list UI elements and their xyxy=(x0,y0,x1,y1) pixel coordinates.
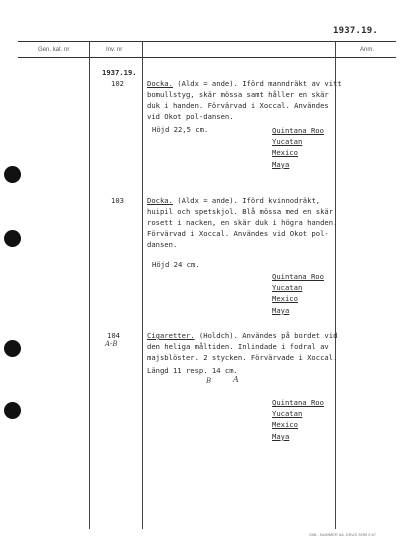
entry-103-line-3: rosett i nacken, en skär duk i högra handen. xyxy=(147,218,338,227)
punch-hole-3 xyxy=(4,340,21,357)
location-country: Mexico xyxy=(272,148,298,158)
location-people: Maya xyxy=(272,305,290,315)
entry-103-line-5: dansen. xyxy=(147,240,178,249)
inv-104-handwritten-note: A-B xyxy=(105,340,118,348)
entry-104-location xyxy=(272,397,324,442)
entry-104-title: Cigaretter. xyxy=(147,331,195,340)
header-top-rule xyxy=(18,41,396,42)
column-divider-2 xyxy=(142,41,143,529)
header-anm: Anm. xyxy=(360,47,375,53)
entry-102-line-2: bomullstyg, skär mössa samt håller en skär xyxy=(147,90,329,99)
inv-number-103: 103 xyxy=(111,196,124,205)
handwritten-mark-b: B xyxy=(206,377,212,385)
entry-103-title: Docka. xyxy=(147,196,173,205)
print-footer: GML. NUMMER 6A. KRUS 3399 9 67 xyxy=(308,532,376,537)
entry-102-dimensions: Höjd 22,5 cm. xyxy=(152,125,209,134)
location-state: Yucatan xyxy=(272,137,303,147)
column-divider-3 xyxy=(335,41,336,529)
entry-104-line-2: den heliga måltiden. Inlindade i fodral av xyxy=(147,342,329,351)
inv-number-104: 104 xyxy=(107,331,120,340)
location-region: Quintana Roo xyxy=(272,272,324,281)
header-bottom-rule xyxy=(18,57,396,58)
location-people: Maya xyxy=(272,159,290,169)
punch-hole-1 xyxy=(4,166,21,183)
entry-103-line-2: huipil och spetskjol. Blå mössa med en skär xyxy=(147,207,334,216)
location-state: Yucatan xyxy=(272,409,303,419)
entry-102-line-3: duk i handen. Förvärvad i Xoccal. Användes xyxy=(147,101,329,110)
entry-103-line-4: Förvärvad i Xoccal. Användes vid Okot pol- xyxy=(147,229,329,238)
entry-104-line-3: majsblöster. 2 stycken. Förvärvade i Xoccal. xyxy=(147,353,338,362)
location-region: Quintana Roo xyxy=(272,398,324,407)
header-inv-nr: Inv. nr xyxy=(106,47,123,53)
entry-102-location xyxy=(272,125,324,170)
column-divider-1 xyxy=(89,41,90,529)
location-region: Quintana Roo xyxy=(272,126,324,135)
entry-102-title: Docka. xyxy=(147,79,173,88)
punch-hole-4 xyxy=(4,402,21,419)
entry-103-dimensions: Höjd 24 cm. xyxy=(152,260,200,269)
entry-102-line-4: vid Okot pol-dansen. xyxy=(147,112,234,121)
location-state: Yucatan xyxy=(272,283,303,293)
entry-102-line-1: Docka. (Aldx = ande). Iförd manndräkt av vitt xyxy=(147,79,342,88)
group-label: 1937.19. xyxy=(102,68,137,77)
page-number: 1937.19. xyxy=(333,26,378,36)
entry-103-line-1: Docka. (Aldx = ande). Iförd kvinnodräkt, xyxy=(147,196,321,205)
inv-number-102: 102 xyxy=(111,79,124,88)
location-country: Mexico xyxy=(272,294,298,304)
location-people: Maya xyxy=(272,431,290,441)
header-gen-kat-nr: Gen. kat. nr xyxy=(38,47,70,53)
entry-104-dimensions: Längd 11 resp. 14 cm. xyxy=(147,366,238,375)
entry-103-location xyxy=(272,271,324,316)
entry-104-line-1: Cigaretter. (Holdch). Användes på bordet vid xyxy=(147,331,338,340)
location-country: Mexico xyxy=(272,420,298,430)
punch-hole-2 xyxy=(4,230,21,247)
handwritten-mark-a: A xyxy=(233,375,239,384)
